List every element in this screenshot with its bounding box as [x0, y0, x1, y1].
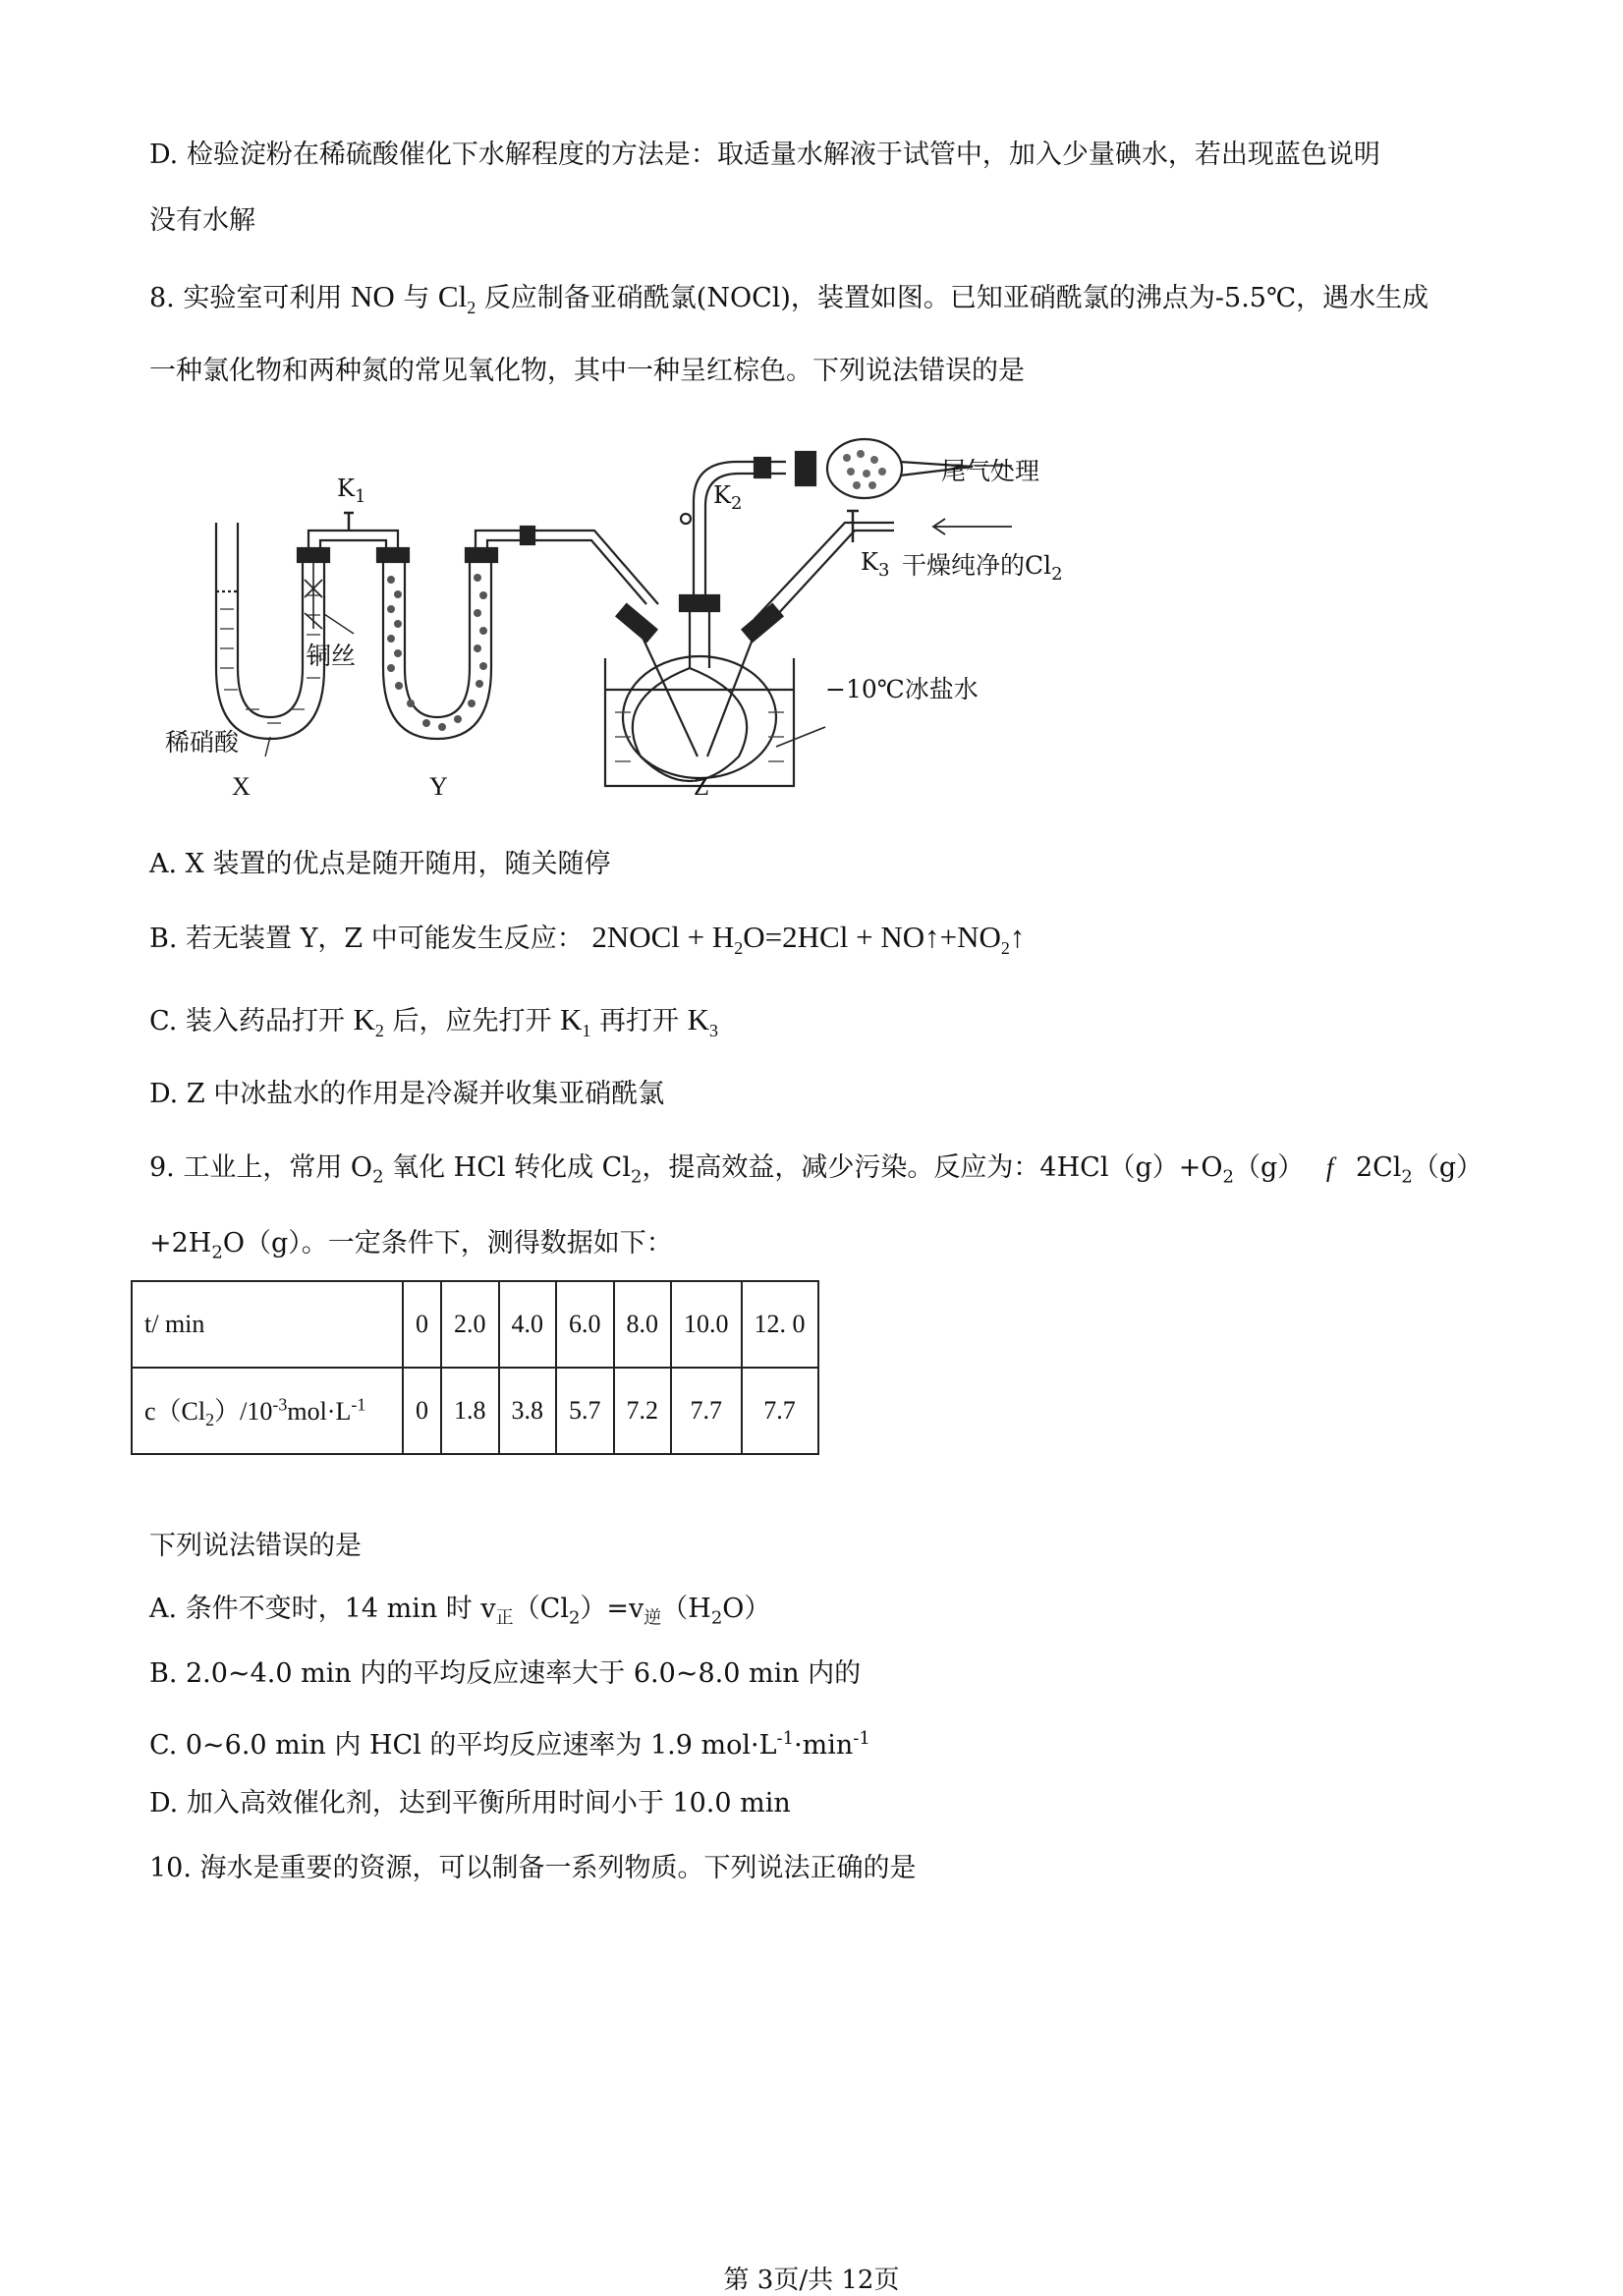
table-cell: 7.7	[671, 1368, 742, 1454]
table-row	[132, 1368, 818, 1454]
label-x: X	[232, 772, 251, 801]
drying-bulb-fill	[843, 450, 886, 489]
label-ice-salt: −10℃冰盐水	[825, 675, 979, 703]
dry-cl2-sub: 2	[1051, 564, 1063, 585]
q9-sub-e: 2	[1401, 1166, 1413, 1188]
q8-option-c-k1	[560, 1002, 591, 1041]
q9-c-sup1: -1	[776, 1728, 795, 1749]
y-z-joint	[521, 527, 534, 544]
eq-part2: O=2HCl + NO↑+NO	[743, 920, 1001, 954]
k1-valve	[344, 513, 354, 531]
y-u-tube-inner	[405, 560, 470, 717]
conc-sub: 2	[205, 1410, 215, 1430]
q9-a-mid3: （H	[661, 1594, 711, 1624]
q8-option-b-text: B. 若无装置 Y，Z 中可能发生反应：	[149, 924, 584, 954]
label-k1	[337, 475, 365, 507]
q9-sub-c: 2	[1222, 1166, 1234, 1188]
q9-a-sub1: 正	[495, 1607, 514, 1629]
label-k3	[861, 548, 889, 581]
conc-text-c: mol·L	[287, 1396, 352, 1426]
table-row	[132, 1281, 818, 1368]
y-stopper-right	[466, 548, 497, 562]
q9-text-i: O（g）。一定条件下，测得数据如下：	[222, 1228, 673, 1259]
q9-option-d: D. 加入高效催化剂，达到平衡所用时间小于 10.0 min	[149, 1788, 791, 1819]
table-cell: 8.0	[614, 1281, 672, 1368]
x-u-tube-inner	[238, 523, 303, 717]
q8-option-b	[149, 920, 1025, 966]
table-cell: 0	[403, 1281, 441, 1368]
q9-option-a	[149, 1592, 770, 1636]
tail-joint	[755, 458, 770, 477]
q9-c-mid: ·min	[794, 1730, 854, 1761]
drying-bulb	[827, 439, 902, 498]
k-symbol: K	[687, 1002, 710, 1036]
q8-stem-line1	[149, 279, 1428, 325]
q9-a-text: A. 条件不变时，14 min 时 v	[149, 1594, 496, 1624]
label-copper-wire: 铜丝	[307, 642, 357, 670]
q10-stem: 10. 海水是重要的资源，可以制备一系列物质。下列说法正确的是	[149, 1853, 917, 1883]
table-cell: 3.8	[499, 1368, 557, 1454]
k-symbol: K	[353, 1002, 375, 1036]
table-cell: 4.0	[499, 1281, 557, 1368]
q8-option-b-equation	[591, 920, 1026, 959]
label-dry-cl2	[902, 546, 1063, 585]
conc-sup: -3	[272, 1394, 288, 1415]
table-cell: 0	[403, 1368, 441, 1454]
q9-a-sub4: 2	[710, 1607, 723, 1629]
q9-text-c: ，提高效益，减少污染。反应为：4HCl（g）+O	[642, 1152, 1223, 1183]
k1-text: K	[337, 475, 355, 502]
q9-data-table	[131, 1280, 819, 1455]
eq-sub1: 2	[734, 938, 744, 959]
q8-stem-line2: 一种氯化物和两种氮的常见氧化物，其中一种呈红棕色。下列说法错误的是	[149, 356, 1025, 386]
k-symbol: K	[560, 1002, 583, 1036]
label-z: Z	[694, 772, 709, 801]
x-y-connector	[308, 531, 398, 548]
cl-subscript: 2	[467, 298, 476, 318]
k-sub: 1	[582, 1021, 591, 1041]
q9-a-mid: （Cl	[513, 1594, 569, 1624]
dry-cl2-text: 干燥纯净的Cl	[902, 551, 1052, 580]
q8-option-c-k2	[353, 1002, 384, 1041]
k-sub: 2	[374, 1021, 384, 1041]
y-z-connector	[476, 531, 658, 604]
table-cell: 1.8	[441, 1368, 499, 1454]
label-tail-gas: 尾气处理	[941, 457, 1040, 485]
q9-a-sub3: 逆	[644, 1607, 662, 1629]
y-stopper-left	[377, 548, 409, 562]
q9-a-mid2: ）=v	[580, 1594, 644, 1624]
table-header-concentration	[132, 1368, 403, 1454]
q9-text-e: 2Cl	[1347, 1152, 1402, 1183]
q9-equilibrium-symbol: f	[1325, 1152, 1334, 1182]
q8-no-formula: NO	[350, 279, 395, 313]
q8-with-text: 与	[403, 283, 430, 313]
k2-text: K	[713, 481, 731, 509]
k2-valve	[681, 514, 691, 524]
k3-sub: 3	[877, 559, 890, 581]
q9-option-c	[149, 1721, 870, 1764]
q9-prompt: 下列说法错误的是	[149, 1531, 362, 1561]
k1-sub: 1	[354, 485, 366, 507]
k-sub: 3	[709, 1021, 719, 1041]
q9-option-b: B. 2.0~4.0 min 内的平均反应速率大于 6.0~8.0 min 内的	[149, 1658, 862, 1689]
q9-stem-line2	[149, 1226, 673, 1270]
q7-option-d-line1: D. 检验淀粉在稀硫酸催化下水解程度的方法是：取适量水解液于试管中，加入少量碘水，若出现蓝色说明	[149, 140, 1380, 170]
cl2-arrow	[933, 519, 1012, 534]
q8-option-c-text: C. 装入药品打开	[149, 1006, 345, 1036]
label-dilute-nitric: 稀硝酸	[165, 728, 240, 756]
label-y: Y	[429, 772, 448, 801]
table-cell: 7.2	[614, 1368, 672, 1454]
table-cell: 10.0	[671, 1281, 742, 1368]
q9-text-g: （g）	[1412, 1152, 1483, 1183]
q9-a-end: O）	[722, 1594, 771, 1624]
table-cell: 5.7	[556, 1368, 614, 1454]
k3-text: K	[861, 548, 878, 576]
q9-text-a: 9. 工业上，常用 O	[149, 1152, 373, 1183]
q9-sub-h: 2	[211, 1242, 223, 1263]
table-header-time: t/ min	[132, 1281, 403, 1368]
k2-sub: 2	[730, 492, 743, 514]
q9-text-h: +2H	[149, 1228, 212, 1259]
q9-a-sub2: 2	[568, 1607, 581, 1629]
conc-text-a: c（Cl	[144, 1396, 206, 1426]
tail-plug	[796, 452, 815, 485]
q9-stem-line1	[149, 1149, 1483, 1195]
table-cell: 2.0	[441, 1281, 499, 1368]
label-k2	[713, 481, 742, 514]
q8-option-c-k3	[687, 1002, 719, 1041]
q7-option-d-line2: 没有水解	[149, 205, 255, 236]
q9-text-d: （g）	[1233, 1152, 1305, 1183]
z-inlet-right	[707, 629, 756, 756]
x-stopper	[298, 548, 329, 562]
copper-wire	[305, 562, 322, 629]
q9-c-sup2: -1	[853, 1728, 870, 1749]
q9-sub-b: 2	[630, 1166, 643, 1188]
table-cell: 12. 0	[742, 1281, 818, 1368]
page-footer: 第 3页/共 12页	[723, 2266, 900, 2295]
table-cell: 7.7	[742, 1368, 818, 1454]
z-left-stopper	[617, 604, 657, 642]
q8-option-c-mid2: 再打开	[599, 1006, 680, 1036]
q8-option-c-mid: 后，应先打开	[392, 1006, 552, 1036]
q9-c-text: C. 0~6.0 min 内 HCl 的平均反应速率为 1.9 mol·L	[149, 1730, 777, 1761]
q9-sub-a: 2	[372, 1166, 384, 1188]
q8-stem-text: 8. 实验室可利用	[149, 283, 343, 313]
q9-text-b: 氧化 HCl 转化成 Cl	[383, 1152, 631, 1183]
cl-symbol: Cl	[437, 279, 468, 313]
copper-pointer	[324, 614, 354, 634]
q8-cl2-formula	[437, 279, 476, 318]
q8-option-d: D. Z 中冰盐水的作用是冷凝并收集亚硝酰氯	[149, 1079, 665, 1109]
apparatus-diagram	[147, 432, 1071, 806]
q8-stem-text-tail: 反应制备亚硝酰氯(NOCl)，装置如图。已知亚硝酰氯的沸点为-5.5℃，遇水生成	[483, 283, 1429, 313]
z-center-stopper	[680, 595, 719, 611]
conc-sup2: -1	[351, 1394, 366, 1415]
q8-option-a: A. X 装置的优点是随开随用，随关随停	[149, 849, 611, 879]
z-flask-body	[623, 656, 776, 778]
y-drying-agent	[387, 574, 487, 731]
q8-option-c	[149, 1002, 718, 1048]
conc-text-b: ）/10	[214, 1396, 273, 1426]
eq-part3: ↑	[1009, 920, 1026, 954]
table-cell: 6.0	[556, 1281, 614, 1368]
eq-sub2: 2	[1000, 938, 1010, 959]
eq-part1: 2NOCl + H	[591, 920, 735, 954]
